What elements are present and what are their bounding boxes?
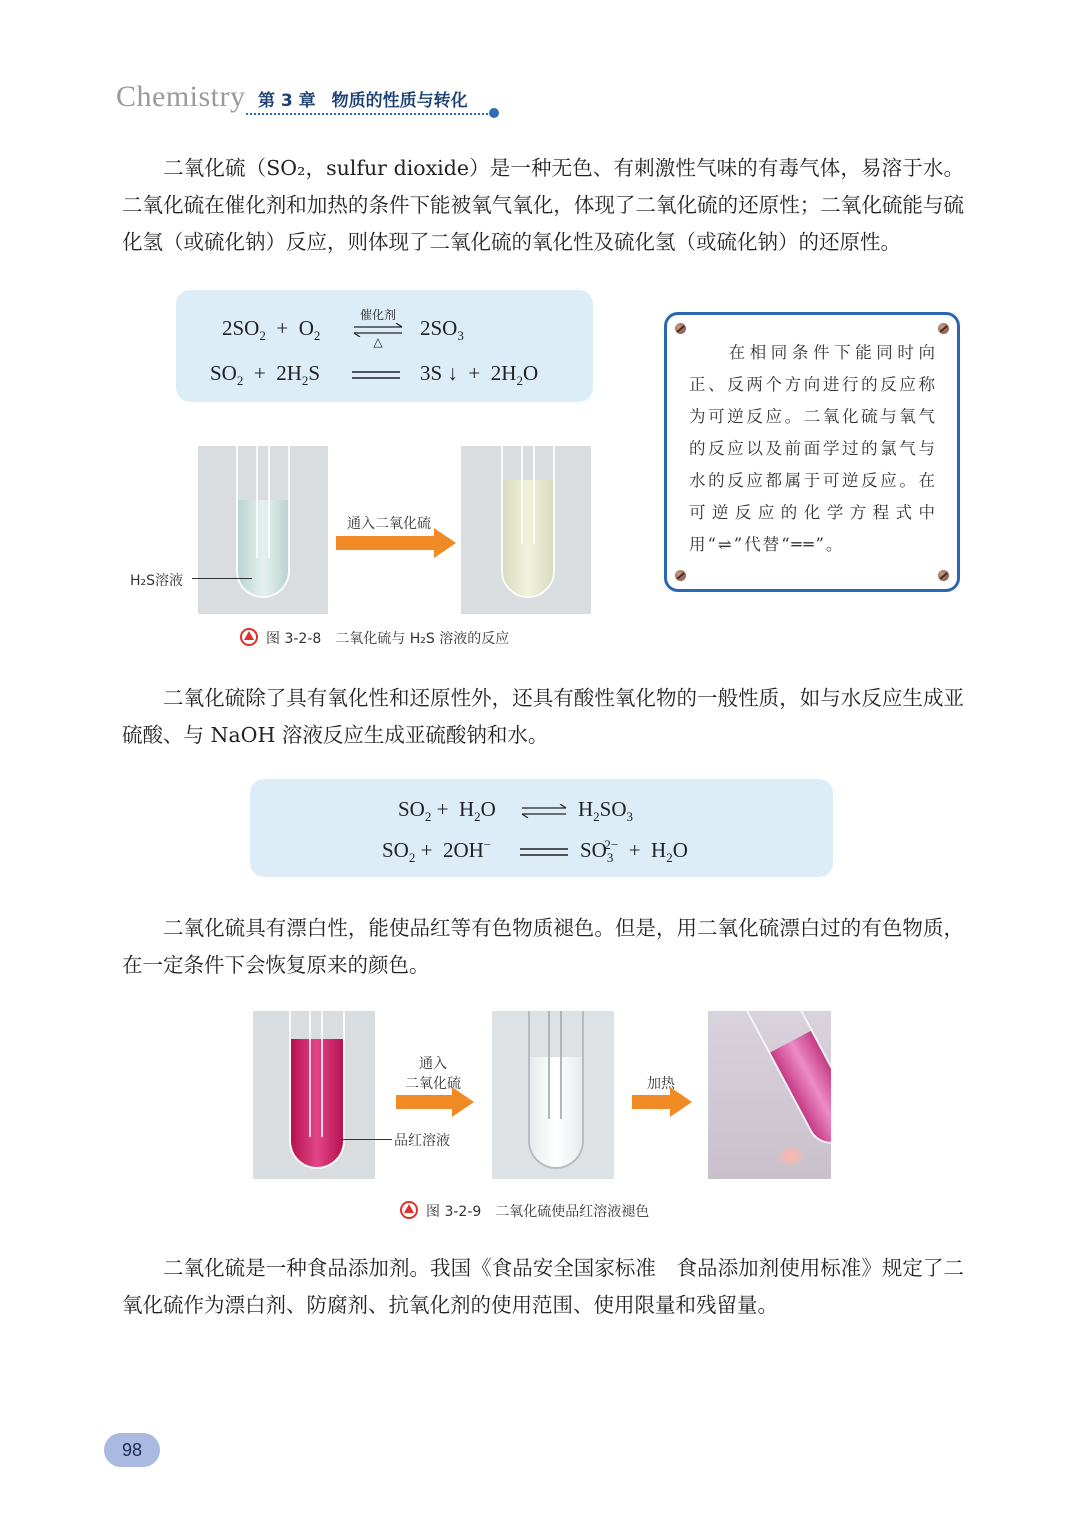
screw-icon [675, 570, 686, 581]
paragraph-2-text: 二氧化硫除了具有氧化性和还原性外，还具有酸性氧化物的一般性质，如与水反应生成亚硫酸、与 NaOH 溶液反应生成亚硫酸钠和水。 [122, 686, 964, 747]
header-dotted-rule [246, 113, 492, 115]
arrow-right-icon [434, 528, 456, 558]
product-so3: $2SO_3$ [420, 316, 464, 344]
paragraph-3 [122, 910, 964, 984]
chapter-title: 物质的性质与转化 [331, 91, 468, 111]
figure-3-2-9-caption-text: 图 3-2-9 二氧化硫使品红溶液褪色 [426, 1204, 650, 1220]
paragraph-4-text: 二氧化硫是一种食品添加剂。我国《食品安全国家标准 食品添加剂使用标准》规定了二氧化硫作为漂白剂、防腐剂、抗氧化剂的使用范围、使用限量和残留量。 [122, 1256, 964, 1317]
paragraph-3-text: 二氧化硫具有漂白性，能使品红等有色物质褪色。但是，用二氧化硫漂白过的有色物质，在一定条件下会恢复原来的颜色。 [122, 916, 964, 977]
arrow-right-icon [670, 1087, 692, 1117]
chapter-number: 第 3 章 [258, 91, 316, 111]
paragraph-2 [122, 680, 964, 754]
figure-3-2-8-caption [240, 628, 509, 648]
side-note-body: 在相同条件下能同时向正、反两个方向进行的反应称为可逆反应。二氧化硫与氧气的反应以及前面学过的氯气与水的反应都属于可逆反应。在可逆反应的化学方程式中用“⇌”代替“══”。 [689, 343, 937, 554]
reversible-arrow-icon [520, 804, 568, 818]
arrow-label-line1: 通入 [419, 1056, 447, 1072]
figure-3-2-8-caption-text: 图 3-2-8 二氧化硫与 H₂S 溶液的反应 [266, 631, 510, 647]
callout-h2s [130, 570, 250, 590]
photo-h2s-tube-after [461, 446, 591, 614]
arrow-label-heat: 加热 [647, 1076, 675, 1092]
process-arrow [632, 1095, 672, 1109]
photo-heated-tube [708, 1011, 831, 1179]
callout-h2s-label: H₂S溶液 [130, 573, 184, 589]
callout-magenta-label: 品红溶液 [394, 1133, 450, 1149]
photo-magenta-tube [253, 1011, 375, 1179]
product-h2so3: $H_2SO_3$ [578, 797, 634, 825]
arrow-label-line2: 二氧化硫 [405, 1076, 461, 1092]
paragraph-1 [122, 150, 964, 261]
equation-so2-h2o: $SO_2 + H_2O$ [398, 797, 496, 825]
screw-icon [675, 323, 686, 334]
condition-heat: △ [373, 335, 383, 349]
products-s-h2o: 3S ↓ + $2H_2O$ [420, 361, 539, 389]
arrow-label-pass-so2: 通入二氧化硫 [347, 516, 431, 532]
screw-icon [938, 570, 949, 581]
equation-so2-o2: $2SO_2 + O_2$ [222, 316, 321, 344]
process-arrow [336, 536, 436, 550]
figure-marker-icon [400, 1201, 418, 1219]
condition-catalyst: 催化剂 [359, 308, 396, 322]
equation-box-1 [176, 290, 593, 402]
side-note-reversible-reaction [664, 312, 960, 592]
equals-sign-icon [520, 847, 568, 857]
book-brand: Chemistry [116, 80, 246, 113]
products-so3-h2o: $SO_3^{2-} + H_2O$ [580, 837, 688, 866]
side-note-text [689, 337, 937, 561]
paragraph-1-text: 二氧化硫（SO₂，sulfur dioxide）是一种无色、有刺激性气味的有毒气体，易溶于水。二氧化硫在催化剂和加热的条件下能被氧气氧化，体现了二氧化硫的还原性；二氧化硫能与硫化氢（或硫化钠）反应，则体现了二氧化硫的氧化性及硫化氢（或硫化钠）的还原性。 [122, 156, 964, 254]
process-arrow [396, 1095, 454, 1109]
photo-decolorized-tube [492, 1011, 614, 1179]
paragraph-4 [122, 1250, 964, 1324]
page-number: 98 [104, 1433, 160, 1467]
chapter-heading [258, 86, 468, 111]
figure-3-2-9-caption [400, 1201, 649, 1221]
equation-so2-h2s: $SO_2 + 2H_2S$ [210, 361, 321, 389]
arrow-right-icon [452, 1087, 474, 1117]
figure-marker-icon [240, 628, 258, 646]
equals-sign-icon [352, 370, 400, 380]
header-rule-dot [489, 108, 499, 118]
equation-box-2 [250, 779, 833, 877]
screw-icon [938, 323, 949, 334]
equation-so2-oh: $SO_2 + 2OH^-$ [382, 837, 492, 866]
